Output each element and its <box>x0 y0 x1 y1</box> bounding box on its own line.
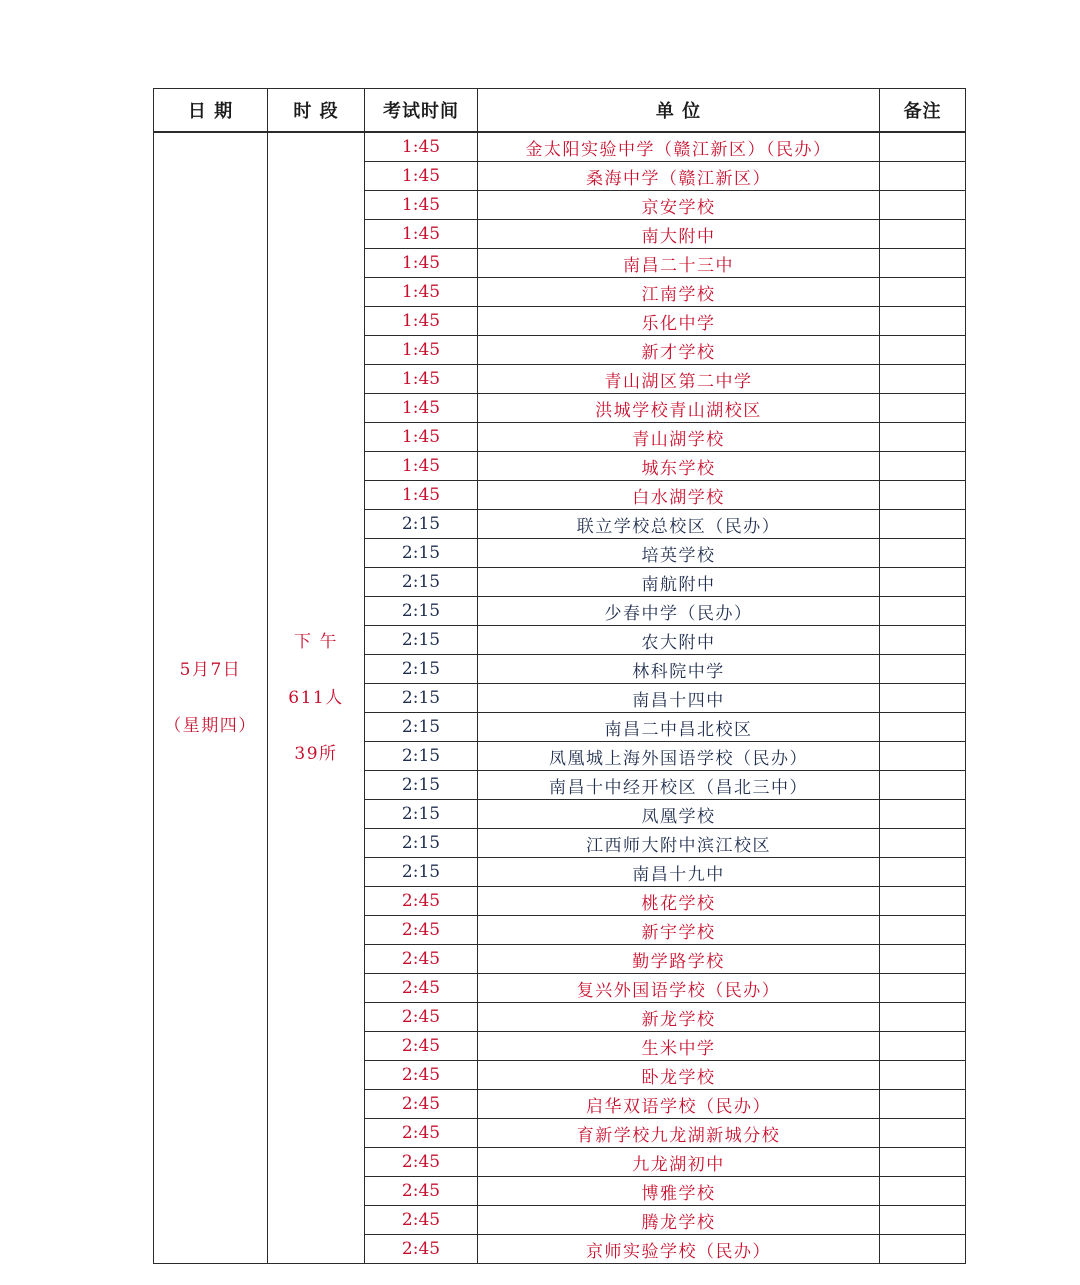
exam-time-cell: 2:15 <box>365 684 478 713</box>
remark-cell <box>880 481 966 510</box>
unit-cell: 江西师大附中滨江校区 <box>478 829 880 858</box>
exam-time-cell: 1:45 <box>365 394 478 423</box>
exam-time-cell: 2:15 <box>365 771 478 800</box>
unit-cell: 新才学校 <box>478 336 880 365</box>
remark-cell <box>880 1148 966 1177</box>
unit-cell: 腾龙学校 <box>478 1206 880 1235</box>
unit-cell: 农大附中 <box>478 626 880 655</box>
exam-time-cell: 2:15 <box>365 539 478 568</box>
exam-time-cell: 2:15 <box>365 800 478 829</box>
exam-time-cell: 2:15 <box>365 626 478 655</box>
unit-cell: 京师实验学校（民办） <box>478 1235 880 1264</box>
unit-cell: 京安学校 <box>478 191 880 220</box>
unit-cell: 生米中学 <box>478 1032 880 1061</box>
remark-cell <box>880 771 966 800</box>
unit-cell: 少春中学（民办） <box>478 597 880 626</box>
header-unit: 单 位 <box>478 89 880 133</box>
header-exam-time: 考试时间 <box>365 89 478 133</box>
remark-cell <box>880 597 966 626</box>
unit-cell: 金太阳实验中学（赣江新区）（民办） <box>478 132 880 162</box>
remark-cell <box>880 887 966 916</box>
unit-cell: 南昌十四中 <box>478 684 880 713</box>
exam-time-cell: 2:45 <box>365 1003 478 1032</box>
exam-time-cell: 2:15 <box>365 858 478 887</box>
exam-schedule-table <box>153 88 966 1264</box>
remark-cell <box>880 742 966 771</box>
unit-cell: 勤学路学校 <box>478 945 880 974</box>
session-cell <box>268 132 365 1264</box>
remark-cell <box>880 1032 966 1061</box>
date-cell <box>154 132 268 1264</box>
exam-time-cell: 2:15 <box>365 742 478 771</box>
remark-cell <box>880 1235 966 1264</box>
unit-cell: 育新学校九龙湖新城分校 <box>478 1119 880 1148</box>
unit-cell: 启华双语学校（民办） <box>478 1090 880 1119</box>
exam-time-cell: 2:45 <box>365 1119 478 1148</box>
exam-time-cell: 2:15 <box>365 510 478 539</box>
exam-time-cell: 1:45 <box>365 452 478 481</box>
remark-cell <box>880 568 966 597</box>
remark-cell <box>880 249 966 278</box>
unit-cell: 白水湖学校 <box>478 481 880 510</box>
date-text: 5月7日 <box>179 660 242 680</box>
header-remark: 备注 <box>880 89 966 133</box>
exam-time-cell: 1:45 <box>365 162 478 191</box>
remark-cell <box>880 423 966 452</box>
unit-cell: 南昌二中昌北校区 <box>478 713 880 742</box>
remark-cell <box>880 626 966 655</box>
remark-cell <box>880 132 966 162</box>
unit-cell: 桑海中学（赣江新区） <box>478 162 880 191</box>
exam-time-cell: 1:45 <box>365 191 478 220</box>
exam-time-cell: 1:45 <box>365 278 478 307</box>
remark-cell <box>880 858 966 887</box>
remark-cell <box>880 539 966 568</box>
exam-time-cell: 1:45 <box>365 132 478 162</box>
exam-time-cell: 2:15 <box>365 713 478 742</box>
unit-cell: 林科院中学 <box>478 655 880 684</box>
unit-cell: 新宇学校 <box>478 916 880 945</box>
unit-cell: 复兴外国语学校（民办） <box>478 974 880 1003</box>
exam-time-cell: 2:15 <box>365 597 478 626</box>
exam-time-cell: 2:45 <box>365 1032 478 1061</box>
remark-cell <box>880 1061 966 1090</box>
session-people: 611人 <box>288 688 344 708</box>
header-date: 日 期 <box>154 89 268 133</box>
exam-time-cell: 2:45 <box>365 1235 478 1264</box>
exam-time-cell: 2:15 <box>365 568 478 597</box>
unit-cell: 青山湖学校 <box>478 423 880 452</box>
session-schools: 39所 <box>294 744 338 764</box>
exam-time-cell: 2:45 <box>365 916 478 945</box>
exam-time-cell: 2:45 <box>365 1148 478 1177</box>
unit-cell: 南昌十九中 <box>478 858 880 887</box>
remark-cell <box>880 307 966 336</box>
unit-cell: 桃花学校 <box>478 887 880 916</box>
unit-cell: 新龙学校 <box>478 1003 880 1032</box>
unit-cell: 城东学校 <box>478 452 880 481</box>
remark-cell <box>880 655 966 684</box>
unit-cell: 凤凰城上海外国语学校（民办） <box>478 742 880 771</box>
remark-cell <box>880 394 966 423</box>
unit-cell: 南昌十中经开校区（昌北三中） <box>478 771 880 800</box>
exam-time-cell: 1:45 <box>365 481 478 510</box>
remark-cell <box>880 1090 966 1119</box>
header-session: 时 段 <box>268 89 365 133</box>
unit-cell: 青山湖区第二中学 <box>478 365 880 394</box>
exam-time-cell: 1:45 <box>365 423 478 452</box>
exam-time-cell: 2:45 <box>365 1206 478 1235</box>
unit-cell: 江南学校 <box>478 278 880 307</box>
table-row <box>154 132 966 162</box>
exam-time-cell: 2:15 <box>365 655 478 684</box>
exam-time-cell: 1:45 <box>365 336 478 365</box>
exam-time-cell: 2:15 <box>365 829 478 858</box>
unit-cell: 卧龙学校 <box>478 1061 880 1090</box>
remark-cell <box>880 191 966 220</box>
remark-cell <box>880 800 966 829</box>
remark-cell <box>880 220 966 249</box>
remark-cell <box>880 974 966 1003</box>
unit-cell: 培英学校 <box>478 539 880 568</box>
remark-cell <box>880 829 966 858</box>
exam-time-cell: 1:45 <box>365 365 478 394</box>
remark-cell <box>880 1003 966 1032</box>
unit-cell: 博雅学校 <box>478 1177 880 1206</box>
remark-cell <box>880 452 966 481</box>
table-header-row <box>154 89 966 133</box>
exam-time-cell: 2:45 <box>365 1090 478 1119</box>
remark-cell <box>880 945 966 974</box>
table-body <box>154 132 966 1264</box>
remark-cell <box>880 1119 966 1148</box>
exam-time-cell: 2:45 <box>365 887 478 916</box>
unit-cell: 南大附中 <box>478 220 880 249</box>
exam-time-cell: 2:45 <box>365 945 478 974</box>
remark-cell <box>880 713 966 742</box>
unit-cell: 南昌二十三中 <box>478 249 880 278</box>
remark-cell <box>880 916 966 945</box>
weekday-text: （星期四） <box>164 716 257 736</box>
remark-cell <box>880 684 966 713</box>
remark-cell <box>880 162 966 191</box>
exam-time-cell: 1:45 <box>365 220 478 249</box>
unit-cell: 凤凰学校 <box>478 800 880 829</box>
remark-cell <box>880 1206 966 1235</box>
exam-time-cell: 2:45 <box>365 1177 478 1206</box>
unit-cell: 乐化中学 <box>478 307 880 336</box>
remark-cell <box>880 510 966 539</box>
exam-time-cell: 2:45 <box>365 1061 478 1090</box>
remark-cell <box>880 365 966 394</box>
unit-cell: 洪城学校青山湖校区 <box>478 394 880 423</box>
exam-time-cell: 1:45 <box>365 307 478 336</box>
unit-cell: 联立学校总校区（民办） <box>478 510 880 539</box>
unit-cell: 九龙湖初中 <box>478 1148 880 1177</box>
session-period: 下 午 <box>294 632 338 652</box>
remark-cell <box>880 336 966 365</box>
exam-time-cell: 2:45 <box>365 974 478 1003</box>
unit-cell: 南航附中 <box>478 568 880 597</box>
remark-cell <box>880 278 966 307</box>
exam-time-cell: 1:45 <box>365 249 478 278</box>
remark-cell <box>880 1177 966 1206</box>
